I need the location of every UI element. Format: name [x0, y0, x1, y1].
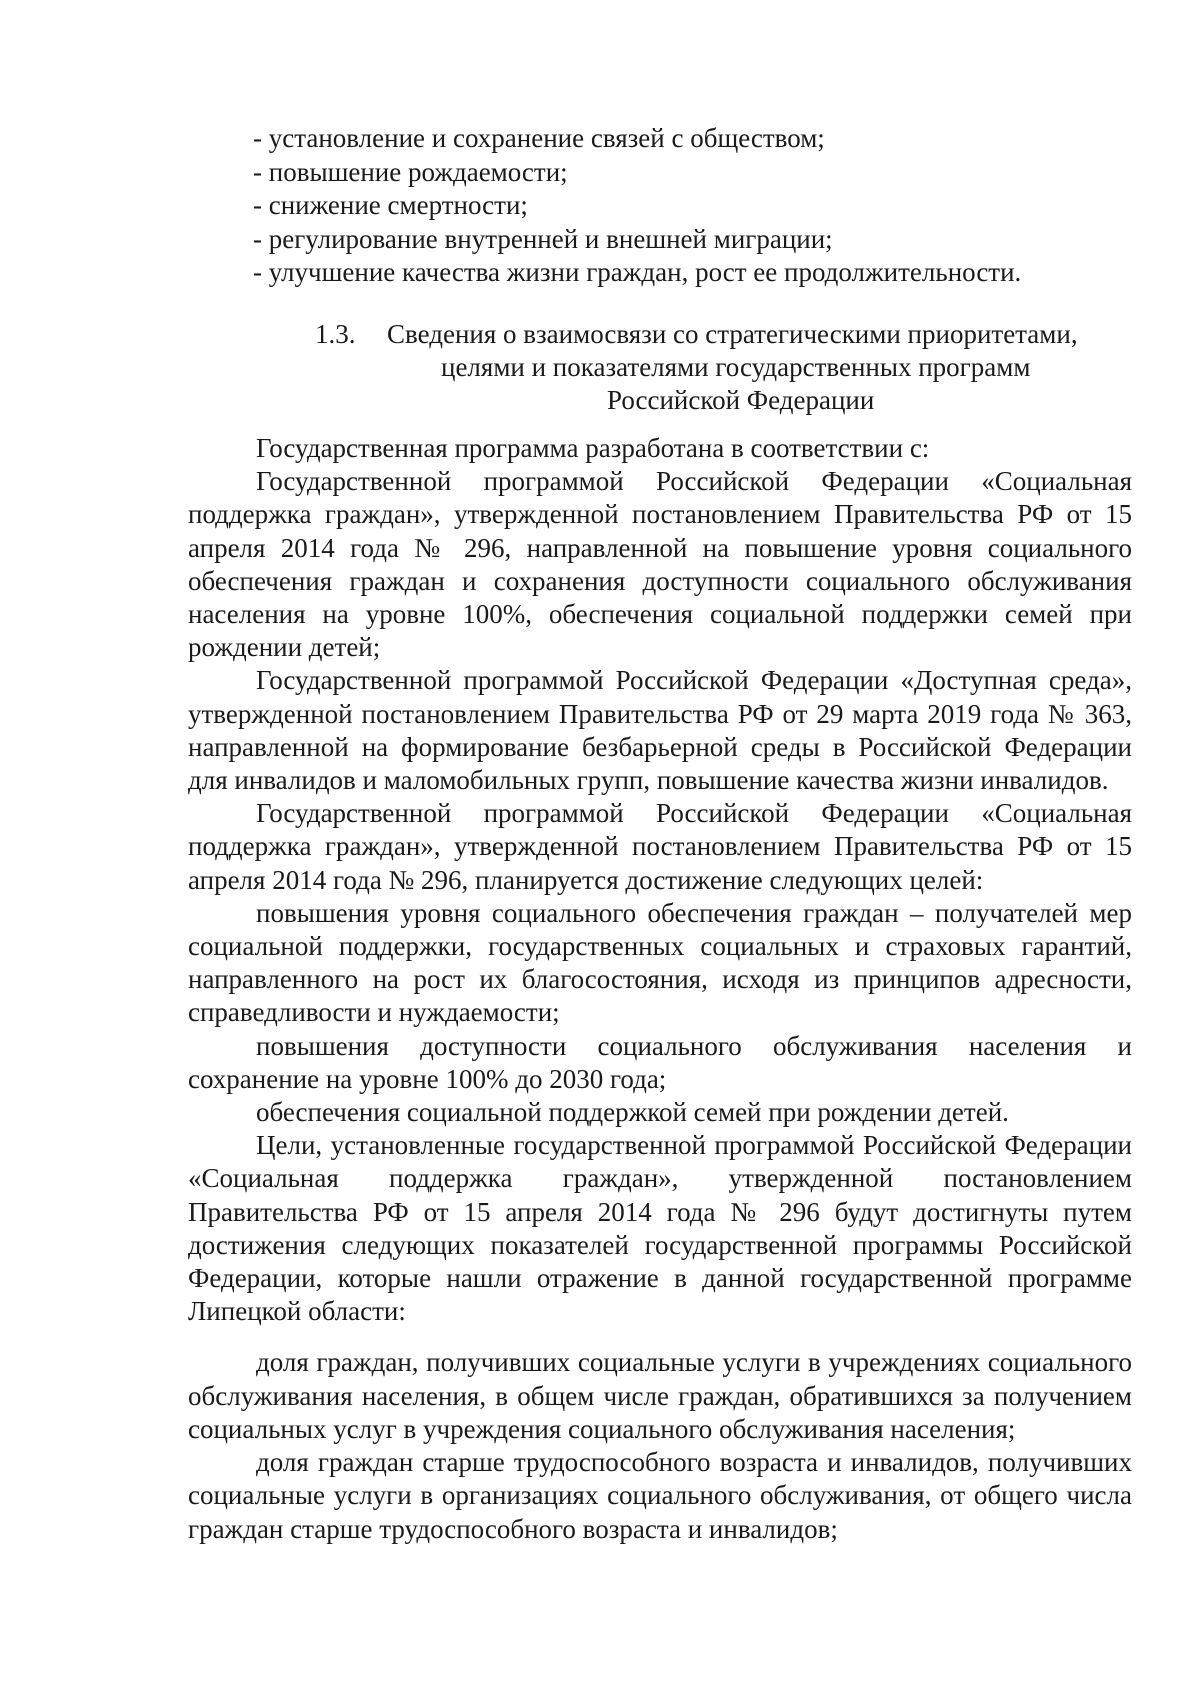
- bullet-item: - снижение смертности;: [253, 190, 528, 220]
- section-title-line-3: Российской Федерации: [607, 385, 875, 415]
- paragraph: Государственная программа разработана в соответствии с:: [256, 433, 930, 463]
- bullet-list: [253, 122, 1133, 290]
- section-title-line-2: целями и показателями государственных программ: [441, 352, 1031, 382]
- paragraph: повышения уровня социального обеспечения граждан – получателей мер социальной поддержки, государственных социальных и страховых гарантий, направленного на рост их благосостояния, исходя из принципов адресности, справедливости и нуждаемости;: [188, 897, 1132, 1028]
- body-text: [188, 432, 1132, 1546]
- paragraph: повышения доступности социального обслуживания населения и сохранение на уровне 100% до 2030 года;: [188, 1030, 1132, 1094]
- bullet-item: - повышение рождаемости;: [253, 156, 568, 187]
- paragraph: Государственной программой Российской Федерации «Социальная поддержка граждан», утвержденной постановлением Правительства РФ от 15 апреля 2014 года № 296, планируется достижение следующих целей:: [188, 798, 1132, 895]
- paragraph: Государственной программой Российской Федерации «Социальная поддержка граждан», утвержденной постановлением Правительства РФ от 15 апреля 2014 года № 296, направленной на повышение уровня социального обеспечения граждан и сохранения доступности социального обслуживания населения на уровне 100%, обеспечения социальной поддержки семей при рождении детей;: [188, 466, 1132, 663]
- bullet-item: - регулирование внутренней и внешней миграции;: [253, 223, 833, 254]
- paragraph: Цели, установленные государственной программой Российской Федерации «Социальная поддержка граждан», утвержденной постановлением Правительства РФ от 15 апреля 2014 года № 296 будут достигнуты путем достижения следующих показателей государственной программы Российской Федерации, которые нашли отражение в данной государственной программе Липецкой области:: [188, 1130, 1132, 1327]
- section-heading: [315, 318, 1145, 417]
- paragraph: обеспечения социальной поддержкой семей при рождении детей.: [256, 1097, 1009, 1128]
- section-number: 1.3.: [315, 319, 356, 349]
- bullet-item: - установление и сохранение связей с обществом;: [253, 123, 825, 153]
- paragraph: доля граждан старше трудоспособного возраста и инвалидов, получивших социальные услуги в организациях социального обслуживания, от общего числа граждан старше трудоспособного возраста и инвалидов;: [188, 1447, 1132, 1544]
- paragraph: доля граждан, получивших социальные услуги в учреждениях социального обслуживания населения, в общем числе граждан, обратившихся за получением социальных услуг в учреждения социального обслуживания населения;: [188, 1347, 1132, 1444]
- bullet-item: - улучшение качества жизни граждан, рост ее продолжительности.: [253, 257, 1022, 287]
- section-title-line-1: Сведения о взаимосвязи со стратегическими приоритетами,: [387, 319, 1078, 349]
- paragraph: Государственной программой Российской Федерации «Доступная среда», утвержденной постановлением Правительства РФ от 29 марта 2019 года № 363, направленной на формирование безбарьерной среды в Российской Федерации для инвалидов и маломобильных групп, повышение качества жизни инвалидов.: [188, 665, 1132, 796]
